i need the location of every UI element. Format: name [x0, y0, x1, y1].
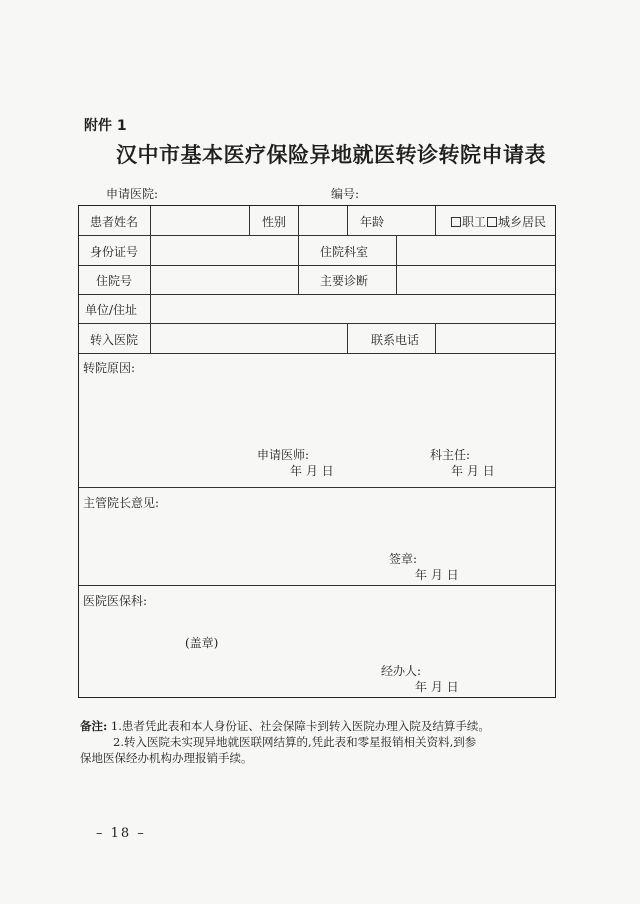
resident-checkbox[interactable]: [487, 217, 497, 227]
serial-number-label: 编号:: [331, 187, 360, 201]
row-divider: [79, 353, 555, 354]
section-divider: [79, 585, 555, 586]
column-divider: [249, 206, 250, 235]
admission-number-label: 住院号: [96, 274, 133, 288]
note-item-2: 2.转入医院未实现异地就医联网结算的,凭此表和零星报销相关资料,到参: [113, 735, 477, 749]
column-divider: [347, 323, 348, 353]
note-item-2-continued: 保地医保经办机构办理报销手续。: [80, 751, 253, 765]
notes-label: 备注:: [80, 719, 108, 733]
signature-label: 签章:: [389, 552, 418, 566]
column-divider: [150, 206, 151, 353]
transfer-reason-label: 转院原因:: [83, 361, 136, 375]
contact-phone-label: 联系电话: [371, 333, 420, 347]
director-date: 年 月 日: [451, 464, 495, 478]
employee-option-label: 职工: [462, 215, 487, 229]
handler-date: 年 月 日: [415, 680, 459, 694]
diagnosis-label: 主要诊断: [320, 274, 369, 288]
age-label: 年龄: [360, 215, 385, 229]
note-item-1: 1.患者凭此表和本人身份证、社会保障卡到转入医院办理入院及结算手续。: [110, 719, 490, 733]
column-divider: [298, 206, 299, 235]
column-divider: [435, 206, 436, 235]
insurance-type-options: [451, 213, 546, 230]
id-number-label: 身份证号: [90, 245, 139, 259]
column-divider: [347, 206, 348, 235]
notes-block: [80, 718, 560, 766]
insurance-office-label: 医院医保科:: [83, 594, 148, 608]
doctor-date: 年 月 日: [290, 464, 334, 478]
note-line-1: [80, 718, 560, 734]
unit-address-label: 单位/住址: [85, 303, 138, 317]
patient-name-label: 患者姓名: [90, 215, 139, 229]
handler-label: 经办人:: [381, 664, 422, 678]
employee-checkbox[interactable]: [451, 217, 461, 227]
gender-label: 性别: [262, 215, 287, 229]
seal-label: (盖章): [185, 636, 219, 650]
transfer-hospital-label: 转入医院: [90, 333, 139, 347]
page-number: – 18 –: [96, 826, 146, 841]
column-divider: [435, 323, 436, 353]
resident-option-label: 城乡居民: [498, 215, 547, 229]
section-divider: [79, 487, 555, 488]
column-divider: [396, 235, 397, 294]
applying-doctor-label: 申请医师:: [257, 448, 310, 462]
signature-date: 年 月 日: [415, 568, 459, 582]
ward-label: 住院科室: [320, 245, 369, 259]
application-form-table: [78, 205, 556, 698]
department-director-label: 科主任:: [430, 448, 471, 462]
attachment-label: 附件 1: [84, 118, 127, 134]
applying-hospital-label: 申请医院:: [106, 187, 159, 201]
director-opinion-label: 主管院长意见:: [83, 496, 160, 510]
column-divider: [298, 235, 299, 294]
form-title: 汉中市基本医疗保险异地就医转诊转院申请表: [116, 142, 546, 167]
